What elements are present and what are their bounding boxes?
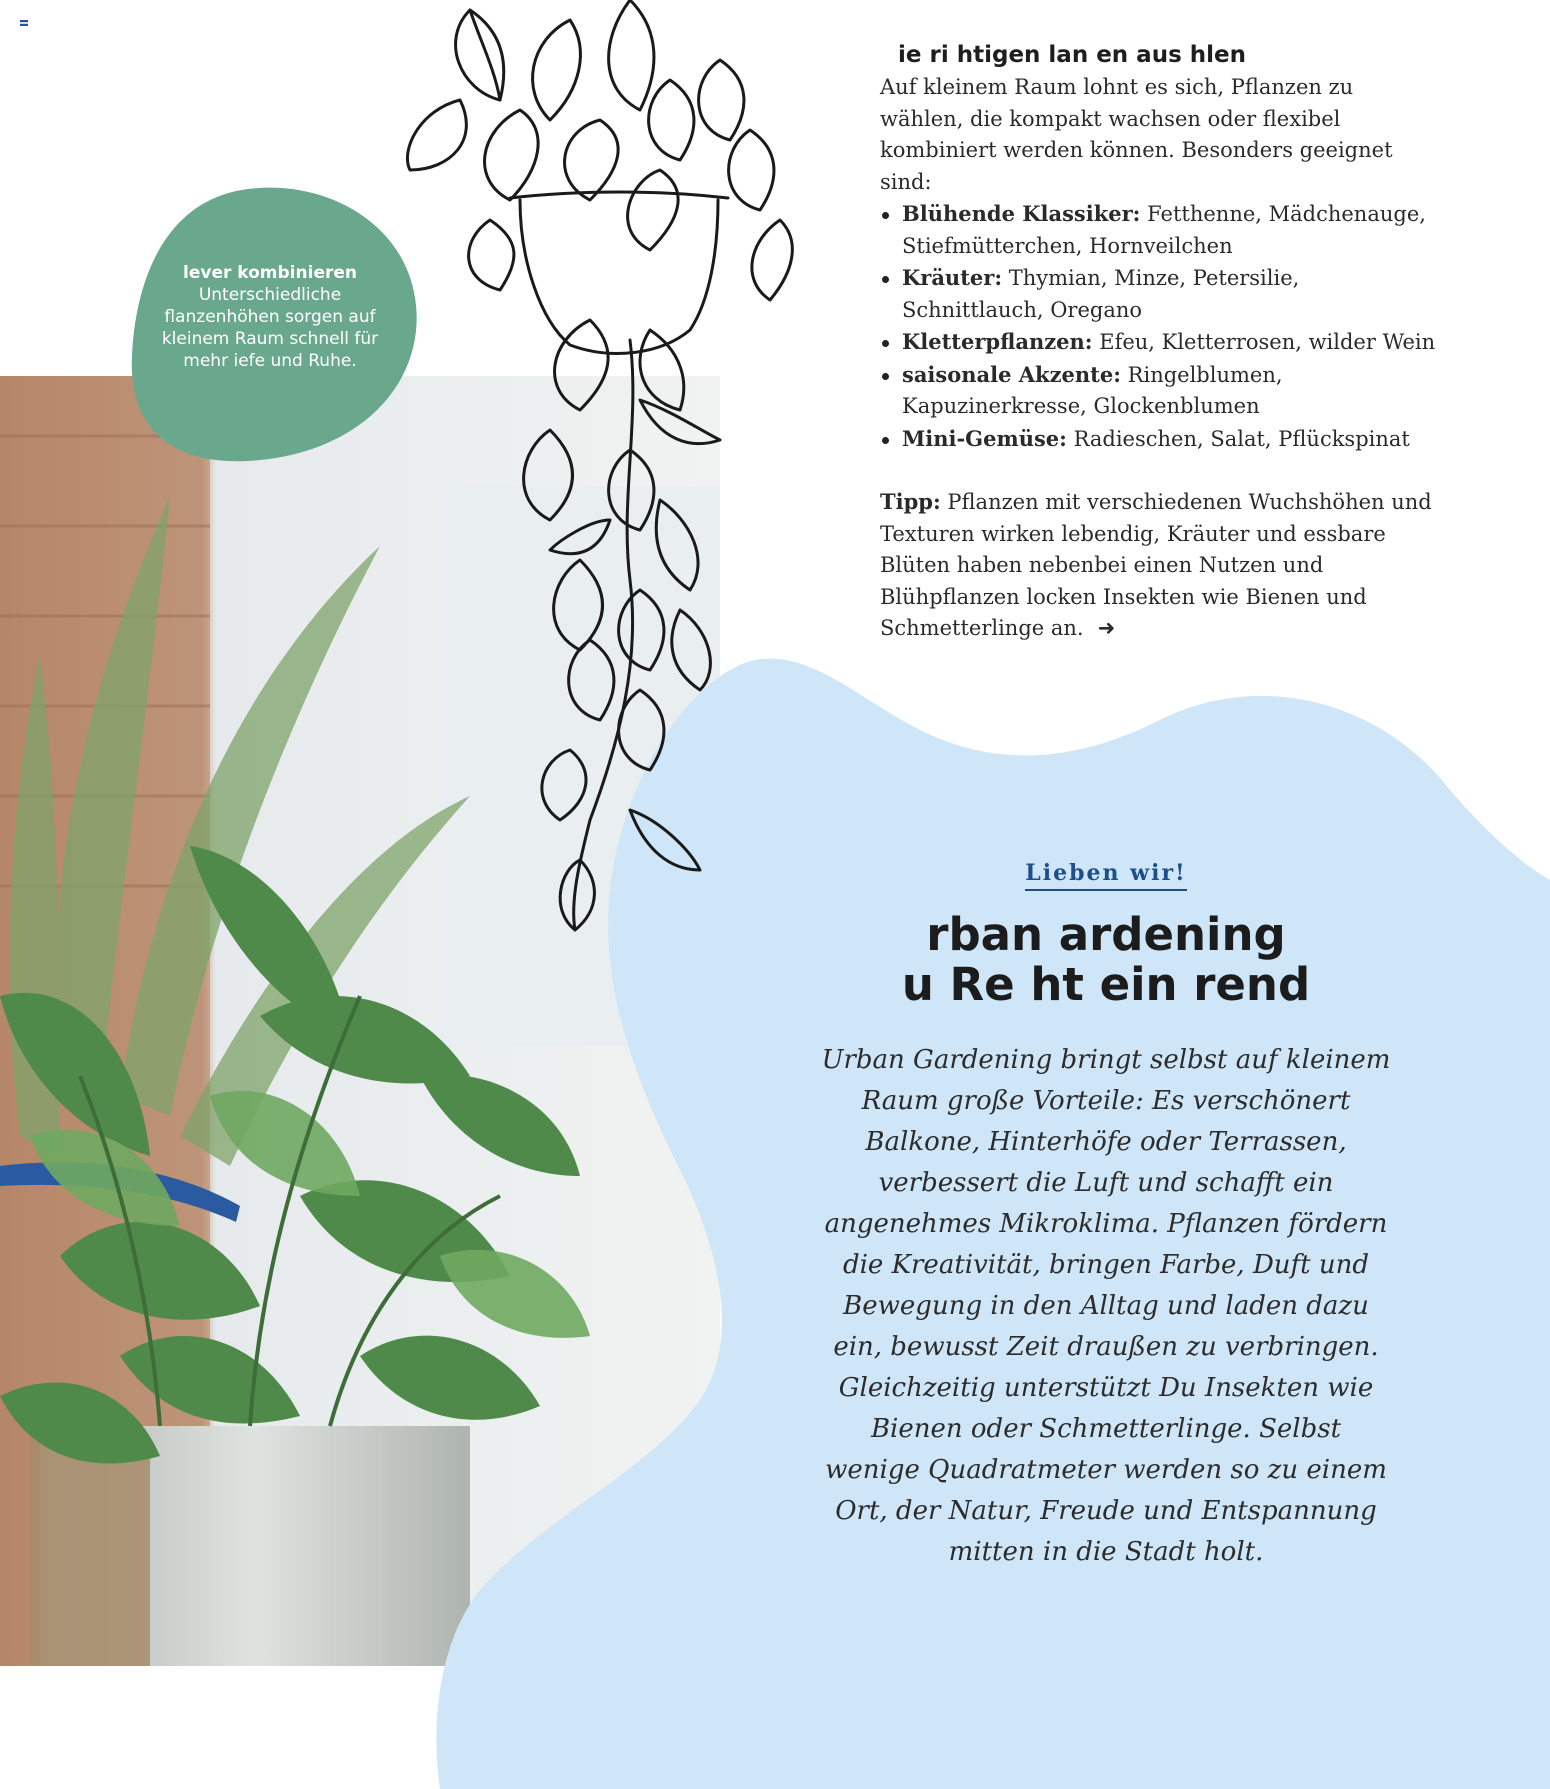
list-item-text: Efeu, Kletterrosen, wilder Wein [1092, 330, 1436, 354]
list-item [880, 326, 1440, 359]
tip-paragraph [880, 486, 1440, 645]
article-heading: ie ri htigen lan en aus hlen [898, 42, 1247, 68]
hanging-plant-illustration [400, 0, 820, 940]
tip-bubble-title: lever kombinieren [183, 263, 357, 283]
headline-line-1: rban ardening [926, 908, 1286, 961]
tip-bubble-text [160, 262, 380, 372]
list-item-text: Thymian, Minze, Petersilie, Schnittlauch, Oregano [902, 266, 1300, 322]
tip-label: Tipp: [880, 489, 941, 514]
list-item [880, 423, 1440, 456]
list-item-label: Blühende Klassiker: [902, 201, 1141, 226]
article-intro: Auf kleinem Raum lohnt es sich, Pflanzen zu wählen, die kompakt wachsen oder flexibel kombiniert werden können. Besonders geeignet sind: [880, 75, 1393, 194]
arrow-right-icon: ➜ [1097, 616, 1116, 640]
feature-headline [800, 910, 1412, 1010]
list-item [880, 198, 1440, 262]
tip-text: Pflanzen mit verschiedenen Wuchshöhen und Texturen wirken lebendig, Kräuter und essbare Blüten haben nebenbei einen Nutzen und Blühpflanzen locken Insekten wie Bienen und Schmetterlinge an. [880, 490, 1432, 640]
list-item-label: Kräuter: [902, 265, 1003, 290]
kicker-text: Lieben wir! [1025, 860, 1186, 891]
list-item-label: Mini-Gemüse: [902, 425, 1067, 451]
list-item-label: Kletterpflanzen: [902, 329, 1093, 354]
list-item-text: Radieschen, Salat, Pflückspinat [1066, 426, 1410, 451]
plant-list [880, 198, 1440, 455]
list-item [880, 262, 1440, 326]
plant-selection-article [880, 38, 1440, 645]
tip-bubble-body: Unterschiedliche flanzenhöhen sorgen auf kleinem Raum schnell für mehr iefe und Ruhe. [161, 285, 379, 371]
kicker [900, 860, 1312, 886]
list-item-text: Fetthenne, Mädchenauge, Stiefmütterchen, Hornveilchen [902, 202, 1426, 258]
feature-lead-text: Urban Gardening bringt selbst auf kleinem Raum große Vorteile: Es verschönert Balkone, Hinterhöfe oder Terrassen, verbessert die Luft und schafft ein angenehmes Mikroklima. Pflanzen fördern die Kreativität, bringen Farbe, Duft und Bewegung in den Alltag und laden dazu ein, bewusst Zeit draußen zu verbringen. Gleichzeitig unterstützt Du Insekten wie Bienen oder Schmetterlinge. Selbst wenige Quadratmeter werden so zu einem Ort, der Natur, Freude und Entspannung mitten in die Stadt holt. [821, 1045, 1391, 1567]
headline-line-2: u Re ht ein rend [901, 958, 1311, 1011]
list-item-text: Ringelblumen, Kapuzinerkresse, Glockenblumen [902, 362, 1283, 418]
list-item [880, 359, 1440, 423]
list-item-label: saisonale Akzente: [902, 361, 1121, 387]
